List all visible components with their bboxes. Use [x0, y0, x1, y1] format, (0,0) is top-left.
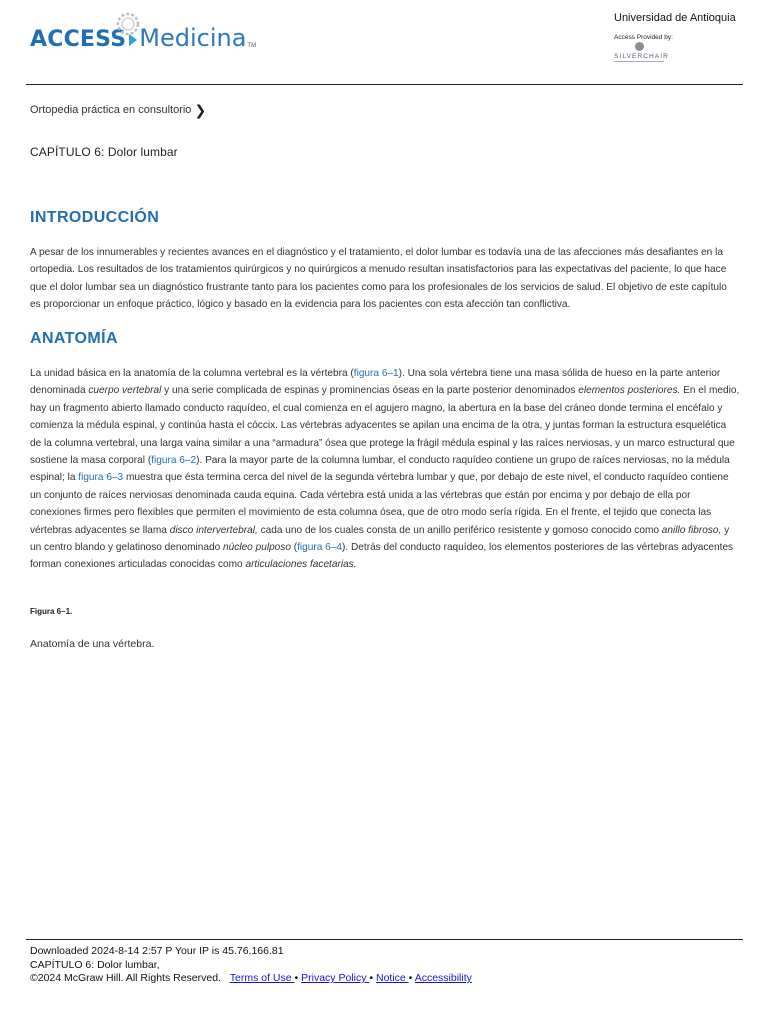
anatomy-text: muestra que ésta termina cerca del nivel de la segunda vértebra lumbar y que, por debajo de este nivel, el conducto raquídeo contiene un conjunto de raíces nerviosas denominada cauda equina. Cada vértebra está unida a las vértebras que están por encima y por debajo de ella por conexiones firmes pero flexibles que permiten el movimiento de esta columna ósea, que de otro modo sería rígida. En el frente, el tejido que conecta las vértebras adyacentes se llama: [30, 472, 729, 536]
anatomy-text: ). Detrás del conducto raquídeo, los elementos posteriores de las vértebras adyacentes forman conexiones articuladas conocidas como: [30, 542, 734, 571]
figure-label: Figura 6–1.: [30, 607, 73, 616]
logo-word-medicina: Medicina: [139, 24, 247, 52]
page-footer: [30, 945, 472, 986]
anatomy-paragraph: [30, 365, 740, 574]
access-provided-by: Access Provided by:: [614, 34, 673, 41]
silverchair-underline: [614, 61, 664, 62]
accessibility-link[interactable]: Accessibility: [414, 972, 472, 985]
breadcrumb-book-title[interactable]: Ortopedia práctica en consultorio: [30, 104, 192, 116]
notice-link[interactable]: Notice: [375, 972, 409, 985]
footer-chapter-line: CAPÍTULO 6: Dolor lumbar,: [30, 958, 160, 971]
terms-of-use-link[interactable]: Terms of Use: [229, 972, 295, 985]
intro-paragraph: A pesar de los innumerables y recientes avances en el diagnóstico y el tratamiento, el dolor lumbar es todavía una de las afecciones más desafiantes en la ortopedia. Los resultados de los tratamientos quirúrgicos y no quirúrgicos a menudo resultan insatisfactorios para las expectativas del paciente, lo que hace que el dolor lumbar sea un diagnóstico frustrante tanto para los pacientes como para los profesionales de los servicios de salud. El objetivo de este capítulo es proporcionar un enfoque práctico, lógico y basado en la evidencia para los pacientes con esta afección tan conflictiva.: [30, 247, 727, 311]
term-cuerpo-vertebral: cuerpo vertebral: [88, 385, 162, 397]
chevron-right-icon[interactable]: ❯: [194, 101, 207, 118]
figure-link-6-2[interactable]: figura 6–2: [151, 455, 197, 467]
footer-separator: •: [408, 972, 413, 985]
footer-divider: [26, 939, 743, 940]
download-info: Downloaded 2024-8-14 2:57 P Your IP is 45.76.166.81: [30, 945, 284, 957]
anatomy-text: En el medio, hay un fragmento abierto llamado conducto raquídeo, el cual comienza en el agujero magno, la abertura en la base del cráneo donde termina el encéfalo y comienza la médula espinal, y continúa hasta el cóccix. Las vértebras adyacentes se apilan una encima de la otra, y juntas forman la estructura esquelética de la columna vertebral, una larga vaina similar a una “armadura” ósea que protege la frágil médula espinal y las raíces nerviosas, y un marco estructural que sostiene la masa corporal (: [30, 385, 740, 467]
copyright-text: ©2024 McGraw Hill. All Rights Reserved.: [30, 972, 221, 985]
institution-name: Universidad de Antioquia: [614, 12, 736, 24]
breadcrumb[interactable]: [30, 101, 207, 118]
anatomy-text: y un centro blando y gelatinoso denominado: [30, 524, 730, 554]
section-heading-anatomia: ANATOMÍA: [30, 330, 118, 347]
footer-legal-line: [30, 972, 472, 986]
section-heading-introduccion: INTRODUCCIÓN: [30, 209, 160, 226]
figure-caption: Anatomía de una vértebra.: [30, 638, 155, 650]
footer-separator: •: [369, 972, 374, 985]
logo-trademark: TM: [247, 43, 257, 49]
chapter-title: CAPÍTULO 6: Dolor lumbar: [30, 145, 178, 159]
logo-gear-icon: [114, 10, 142, 38]
silverchair-emblem-icon: [635, 42, 644, 51]
figure-link-6-3[interactable]: figura 6–3: [78, 472, 124, 484]
silverchair-wordmark: SILVERCHAIR: [614, 53, 669, 60]
accessmedicina-logo[interactable]: [30, 12, 256, 52]
term-anillo-fibroso: anillo fibroso,: [661, 524, 722, 536]
term-elementos-posteriores: elementos posteriores.: [578, 385, 681, 397]
privacy-policy-link[interactable]: Privacy Policy: [301, 972, 370, 985]
anatomy-text: ). Para la mayor parte de la columna lumbar, el conducto raquídeo contiene un grupo de raíces nerviosas, no la médula espinal; la: [30, 455, 730, 484]
figure-link-6-4[interactable]: figura 6–4: [297, 542, 343, 554]
anatomy-text: ). Una sola vértebra tiene una masa sólida de hueso en la parte anterior denominada: [30, 368, 721, 397]
figure-link-6-1[interactable]: figura 6–1: [353, 368, 399, 379]
silverchair-logo: [614, 42, 674, 66]
anatomy-text: (: [290, 542, 298, 554]
anatomy-text: cada uno de los cuales consta de un anillo periférico resistente y gomoso conocido como: [257, 524, 662, 536]
footer-separator: •: [294, 972, 299, 985]
logo-word-access: ACCESS: [30, 27, 127, 52]
term-articulaciones-facetarias: articulaciones facetarias.: [245, 559, 357, 571]
page-header: [0, 0, 768, 85]
anatomy-text: y una serie complicada de espinas y prominencias óseas en la parte posterior denominados: [161, 385, 579, 397]
term-disco-intervertebral: disco intervertebral,: [169, 524, 258, 536]
anatomy-text: La unidad básica en la anatomía de la columna vertebral es la vértebra (: [30, 368, 354, 379]
term-nucleo-pulposo: núcleo pulposo: [223, 542, 291, 554]
header-divider: [26, 84, 743, 85]
